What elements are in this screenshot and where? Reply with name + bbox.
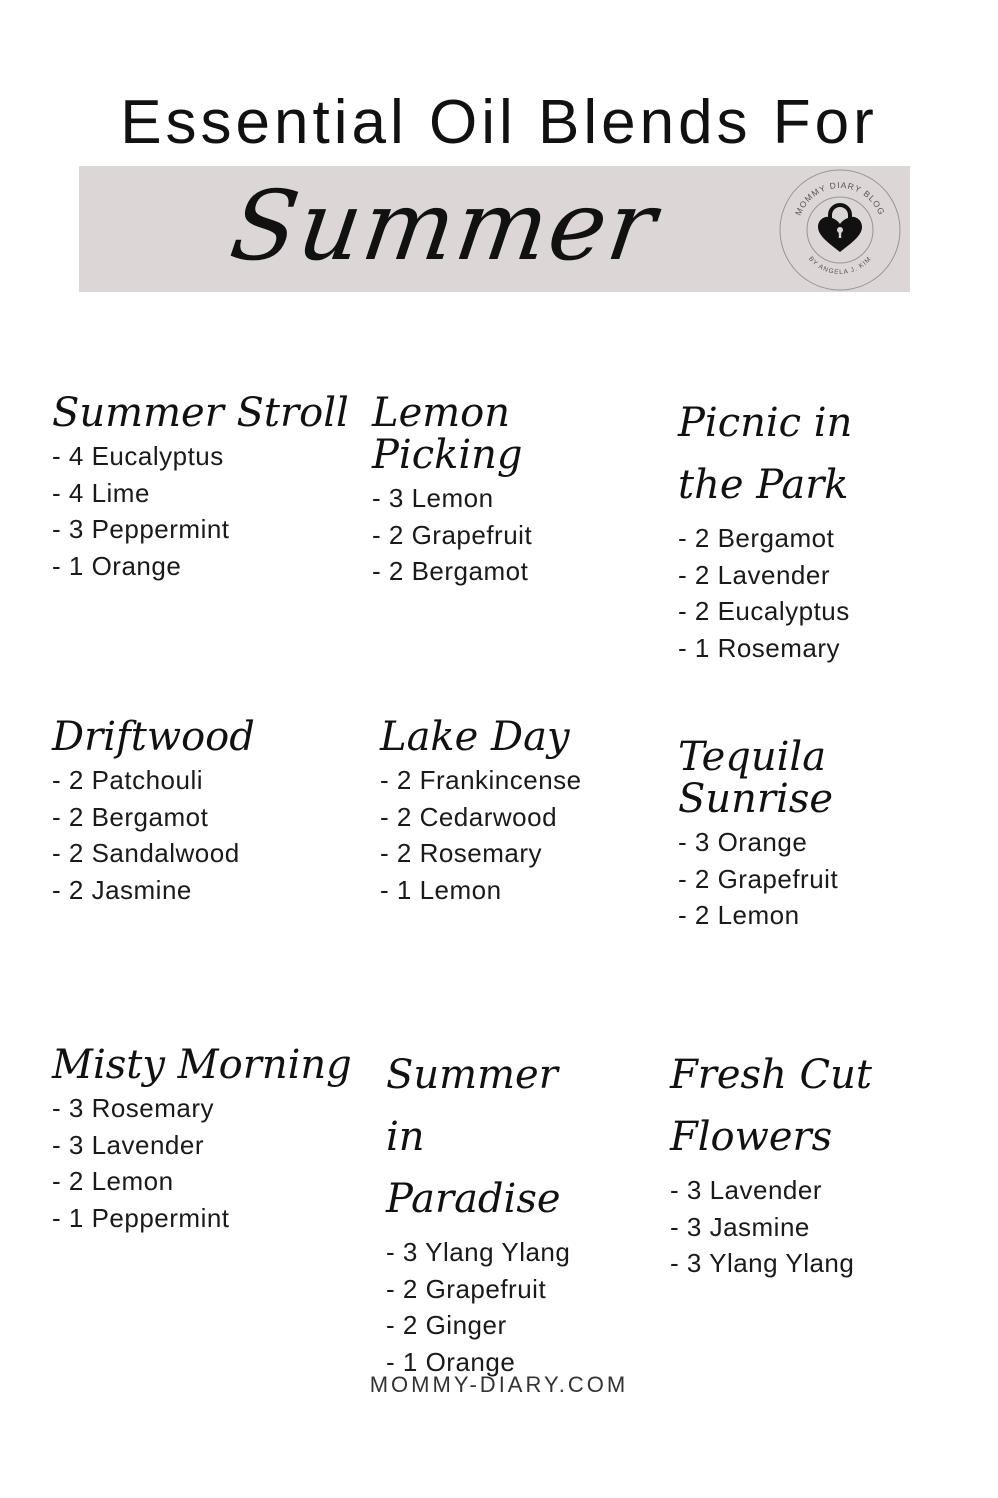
ingredient-item: - 2 Jasmine <box>52 874 192 905</box>
badge-top-text: MOMMY DIARY BLOG <box>792 179 888 217</box>
recipe-title: Summer Stroll <box>52 390 349 436</box>
recipe-driftwood <box>52 716 352 908</box>
recipe-title: Picnic in the Park <box>678 400 853 508</box>
ingredient-item: - 1 Peppermint <box>52 1202 230 1233</box>
ingredient-item: - 3 Ylang Ylang <box>670 1248 855 1278</box>
recipe-summer-stroll <box>52 392 352 584</box>
ingredient-item: - 2 Patchouli <box>52 765 204 795</box>
ingredient-item: - 2 Grapefruit <box>678 863 839 894</box>
ingredient-item: - 2 Lemon <box>678 900 800 930</box>
ingredient-list <box>380 762 680 908</box>
ingredient-item: - 2 Cedarwood <box>380 801 558 832</box>
ingredient-item: - 3 Lavender <box>52 1129 204 1160</box>
svg-text:BY ANGELA J. KIM <box>807 255 873 276</box>
ingredient-item: - 4 Lime <box>52 477 150 508</box>
heart-lock-icon <box>818 205 862 252</box>
recipe-title: Misty Morning <box>52 1042 352 1088</box>
ingredient-list <box>52 762 352 908</box>
recipe-picnic-in-the-park <box>678 392 908 666</box>
ingredient-list <box>52 1090 352 1236</box>
ingredient-item: - 2 Lemon <box>52 1166 174 1196</box>
ingredient-item: - 4 Eucalyptus <box>52 441 224 471</box>
ingredient-list <box>372 480 672 590</box>
ingredient-item: - 2 Frankincense <box>380 765 582 795</box>
recipe-tequila-sunrise <box>678 736 978 934</box>
ingredient-item: - 3 Jasmine <box>670 1211 810 1242</box>
ingredient-item: - 3 Lavender <box>670 1175 822 1205</box>
ingredient-item: - 2 Ginger <box>386 1310 507 1340</box>
ingredient-item: - 1 Lemon <box>380 874 502 905</box>
banner-script-word: Summer <box>224 170 665 282</box>
recipe-title: Fresh Cut Flowers <box>670 1052 872 1160</box>
recipe-summer-in-paradise <box>386 1044 606 1380</box>
ingredient-item: - 2 Bergamot <box>678 523 835 553</box>
recipe-title: Driftwood <box>52 714 255 760</box>
ingredient-item: - 3 Rosemary <box>52 1093 215 1123</box>
ingredient-item: - 3 Orange <box>678 827 808 857</box>
ingredient-item: - 2 Bergamot <box>372 556 529 586</box>
ingredient-item: - 2 Rosemary <box>380 838 543 868</box>
page-title: Essential Oil Blends For <box>120 88 878 157</box>
ingredient-item: - 1 Orange <box>386 1346 516 1377</box>
ingredient-item: - 2 Lavender <box>678 559 830 590</box>
recipe-lake-day <box>380 716 680 908</box>
recipe-title: Lemon Picking <box>372 390 523 478</box>
ingredient-item: - 1 Orange <box>52 550 182 581</box>
ingredient-item: - 2 Eucalyptus <box>678 596 850 626</box>
recipe-fresh-cut-flowers <box>670 1044 890 1282</box>
recipe-lemon-picking <box>372 392 672 590</box>
ingredient-item: - 3 Lemon <box>372 483 494 513</box>
svg-text:MOMMY DIARY BLOG <box>793 180 887 217</box>
ingredient-item: - 3 Peppermint <box>52 514 230 544</box>
footer-site-url: MOMMY-DIARY.COM <box>369 1372 629 1397</box>
ingredient-list <box>386 1234 606 1380</box>
ingredient-item: - 1 Rosemary <box>678 632 841 663</box>
recipe-title: Lake Day <box>380 714 570 760</box>
ingredient-item: - 2 Bergamot <box>52 801 209 832</box>
badge-bottom-text: BY ANGELA J. KIM <box>806 255 874 277</box>
ingredient-item: - 3 Ylang Ylang <box>386 1237 571 1267</box>
recipe-misty-morning <box>52 1044 352 1236</box>
recipe-title: Tequila Sunrise <box>678 734 834 822</box>
ingredient-list <box>670 1172 890 1282</box>
ingredient-list <box>678 824 978 934</box>
ingredient-item: - 2 Sandalwood <box>52 838 240 868</box>
blog-badge <box>778 168 902 292</box>
ingredient-item: - 2 Grapefruit <box>386 1273 547 1304</box>
ingredient-item: - 2 Grapefruit <box>372 519 533 550</box>
ingredient-list <box>52 438 352 584</box>
recipe-title: Summer in Paradise <box>386 1052 561 1222</box>
ingredient-list <box>678 520 908 666</box>
